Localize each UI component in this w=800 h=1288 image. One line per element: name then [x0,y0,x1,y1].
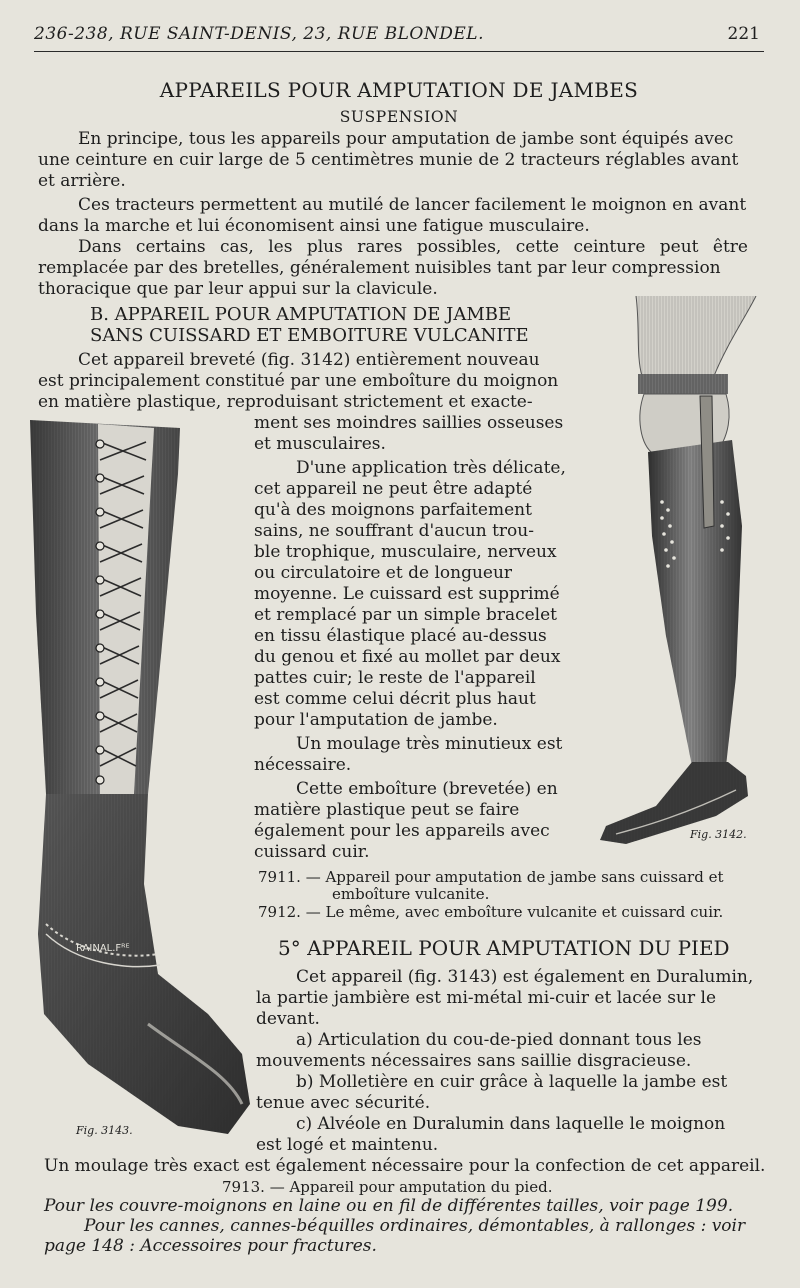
foot-line-3: devant. [256,1009,320,1029]
para2-line1: Ces tracteurs permettent au mutilé de lancer facilement le moignon en avant [78,195,747,215]
section-b-title-1: B. APPAREIL POUR AMPUTATION DE JAMBE [90,304,512,325]
b-line-1: Cet appareil breveté (fig. 3142) entièrement nouveau [78,350,540,370]
para1-line1: En principe, tous les appareils pour amputation de jambe sont équipés avec [78,129,734,149]
b-emboiture-1: Cette emboîture (brevetée) en [296,779,558,799]
item-7911-line1: 7911. — Appareil pour amputation de jambe sans cuissard et [258,868,724,886]
b-moulage-2: nécessaire. [254,755,352,775]
section-title-legs: APPAREILS POUR AMPUTATION DE JAMBES [159,78,639,102]
b-desc-4: sains, ne souffrant d'aucun trou- [254,521,534,541]
item-7913: 7913. — Appareil pour amputation du pied. [222,1178,553,1196]
footer-note-1: Pour les couvre-moignons en laine ou en fil de différentes tailles, voir page 199. [44,1196,734,1216]
foot-appliance-brand: RAINAL.Fᴿᴱ [76,943,130,954]
foot-line-1: Cet appareil (fig. 3143) est également en Duralumin, [296,967,754,987]
item-7912: 7912. — Le même, avec emboîture vulcanite et cuissard cuir. [258,903,724,921]
b-line-3: en matière plastique, reproduisant strictement et exacte- [38,392,533,412]
section-foot-title: 5° APPAREIL POUR AMPUTATION DU PIED [278,936,730,960]
running-head [34,24,764,50]
b-desc-10: du genou et fixé au mollet par deux [254,647,561,667]
b-line-4: ment ses moindres saillies osseuses [254,413,564,433]
foot-c-2: est logé et maintenu. [256,1135,439,1155]
header-rule [34,51,764,52]
b-desc-7: moyenne. Le cuissard est supprimé [254,584,560,604]
header-address: 236-238, RUE SAINT-DENIS, 23, RUE BLONDEL. [34,24,484,44]
page-number: 221 [727,24,760,44]
para1-line3: et arrière. [38,171,126,191]
item-7911-line2: emboîture vulcanite. [332,885,490,903]
b-line-5: et musculaires. [254,434,386,454]
b-desc-6: ou circulatoire et de longueur [254,563,513,583]
b-desc-13: pour l'amputation de jambe. [254,710,498,730]
b-desc-5: ble trophique, musculaire, nerveux [254,542,557,562]
foot-a-2: mouvements nécessaires sans saillie disgracieuse. [256,1051,692,1071]
section-subtitle-suspension: SUSPENSION [339,108,459,126]
foot-c-1: c) Alvéole en Duralumin dans laquelle le moignon [296,1114,726,1134]
foot-b-1: b) Molletière en cuir grâce à laquelle la jambe est [296,1072,728,1092]
b-desc-8: et remplacé par un simple bracelet [254,605,558,625]
fig-3143-caption: Fig. 3143. [76,1124,133,1137]
b-desc-12: est comme celui décrit plus haut [254,689,536,709]
para3-line1: Dans certains cas, les plus rares possibles, cette ceinture peut être [78,237,748,257]
b-emboiture-3: également pour les appareils avec [254,821,550,841]
b-desc-11: pattes cuir; le reste de l'appareil [254,668,536,688]
b-line-2: est principalement constitué par une emboîture du moignon [38,371,559,391]
b-emboiture-2: matière plastique peut se faire [254,800,520,820]
section-b-title-2: SANS CUISSARD ET EMBOITURE VULCANITE [90,325,529,346]
foot-line-2: la partie jambière est mi-métal mi-cuir et lacée sur le [256,988,717,1008]
para3-line2: remplacée par des bretelles, généralement nuisibles tant par leur compression [38,258,721,278]
b-desc-2: cet appareil ne peut être adapté [254,479,533,499]
foot-b-2: tenue avec sécurité. [256,1093,431,1113]
b-desc-1: D'une application très délicate, [296,458,566,478]
foot-a-1: a) Articulation du cou-de-pied donnant tous les [296,1030,702,1050]
para2-line2: dans la marche et lui économisent ainsi une fatigue musculaire. [38,216,590,236]
para1-line2: une ceinture en cuir large de 5 centimètres munie de 2 tracteurs réglables avant [38,150,739,170]
b-emboiture-4: cuissard cuir. [254,842,370,862]
footer-note-3: page 148 : Accessoires pour fractures. [44,1236,377,1256]
b-moulage-1: Un moulage très minutieux est [296,734,563,754]
para3-line3: thoracique que par leur appui sur la clavicule. [38,279,438,299]
foot-moulage: Un moulage très exact est également nécessaire pour la confection de cet appareil. [44,1156,766,1176]
footer-note-2: Pour les cannes, cannes-béquilles ordinaires, démontables, à rallonges : voir [84,1216,746,1236]
b-desc-9: en tissu élastique placé au-dessus [254,626,547,646]
fig-3142-caption: Fig. 3142. [690,828,747,841]
leg-appliance-illustration [596,296,762,852]
foot-appliance-illustration [28,414,258,1149]
b-desc-3: qu'à des moignons parfaitement [254,500,532,520]
